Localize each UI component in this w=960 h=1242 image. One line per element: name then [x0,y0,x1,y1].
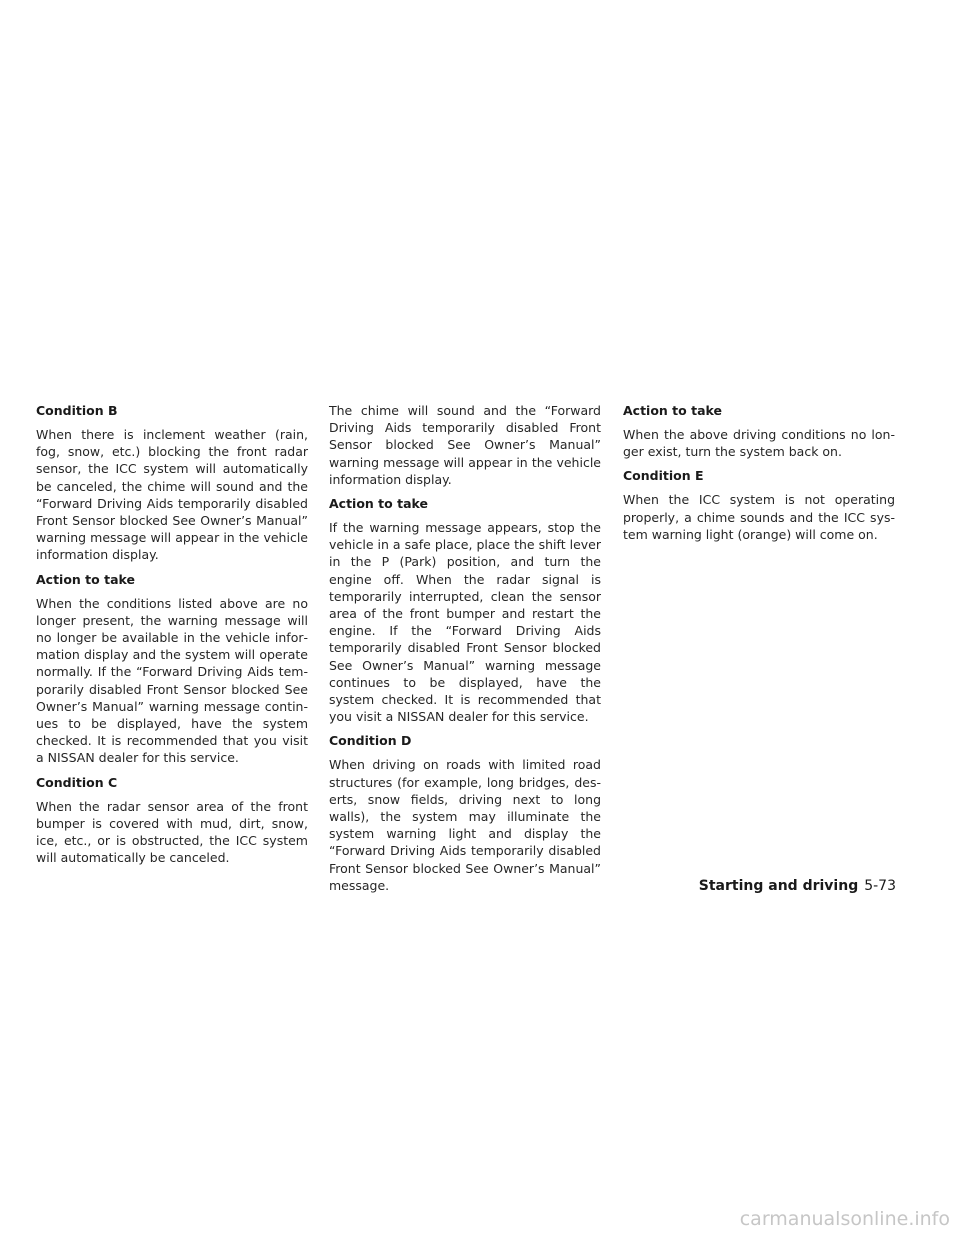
paragraph-action-b: When the conditions listed above are no longer present, the warning message will no longer be available in the vehicle information display and the system will operate normally. If the “Forward Driving Aids temporarily disabled Front Sensor blocked See Owner’s Manual” warning message continues to be displayed, have the system checked. It is recommended that you visit a NISSAN dealer for this service. [36,595,308,766]
heading-action-to-take: Action to take [623,403,722,418]
heading-action-to-take: Action to take [36,571,135,587]
heading-condition-e: Condition E [623,468,704,484]
heading-condition-d: Condition D [329,733,412,749]
paragraph-condition-d: When driving on roads with limited road structures (for example, long bridges, deserts, snow fields, driving next to long walls), the system may illuminate the system warning light and display the “Forward Driving Aids temporarily disabled Front Sensor blocked See Owner’s Manual” message. [329,757,601,893]
page-footer [600,877,896,895]
text-column-2 [329,402,601,901]
text-column-3 [623,402,895,550]
footer-page-number: 5-73 [864,878,896,894]
paragraph-condition-c-cont: The chime will sound and the “Forward Driving Aids temporarily disabled Front Sensor blocked See Owner’s Manual” warning message will appear in the vehicle information display. [329,403,601,487]
heading-action-to-take: Action to take [329,496,428,512]
paragraph-action-c: If the warning message appears, stop the vehicle in a safe place, place the shift lever in the P (Park) position, and turn the engine off. When the radar signal is temporarily interrupted, clean the sensor area of the front bumper and restart the engine. If the “Forward Driving Aids temporarily disabled Front Sensor blocked See Owner’s Manual” warning message continues to be displayed, have the system checked. It is recommended that you visit a NISSAN dealer for this service. [329,520,601,725]
paragraph-condition-c: When the radar sensor area of the front bumper is covered with mud, dirt, snow, ice, etc., or is obstructed, the ICC system will automatically be canceled. [36,798,308,866]
text-column-1 [36,402,308,873]
paragraph-condition-b: When there is inclement weather (rain, fog, snow, etc.) blocking the front radar sensor, the ICC system will automatically be canceled, the chime will sound and the “Forward Driving Aids temporarily disabled Front Sensor blocked See Owner’s Manual” warning message will appear in the vehicle information display. [36,427,308,563]
heading-condition-b: Condition B [36,403,118,418]
paragraph-action-d: When the above driving conditions no longer exist, turn the system back on. [623,427,895,460]
heading-condition-c: Condition C [36,774,118,790]
paragraph-condition-e: When the ICC system is not operating properly, a chime sounds and the ICC system warning light (orange) will come on. [623,492,895,542]
watermark: carmanualsonline.info [739,1208,950,1230]
footer-section-title: Starting and driving [698,878,859,894]
